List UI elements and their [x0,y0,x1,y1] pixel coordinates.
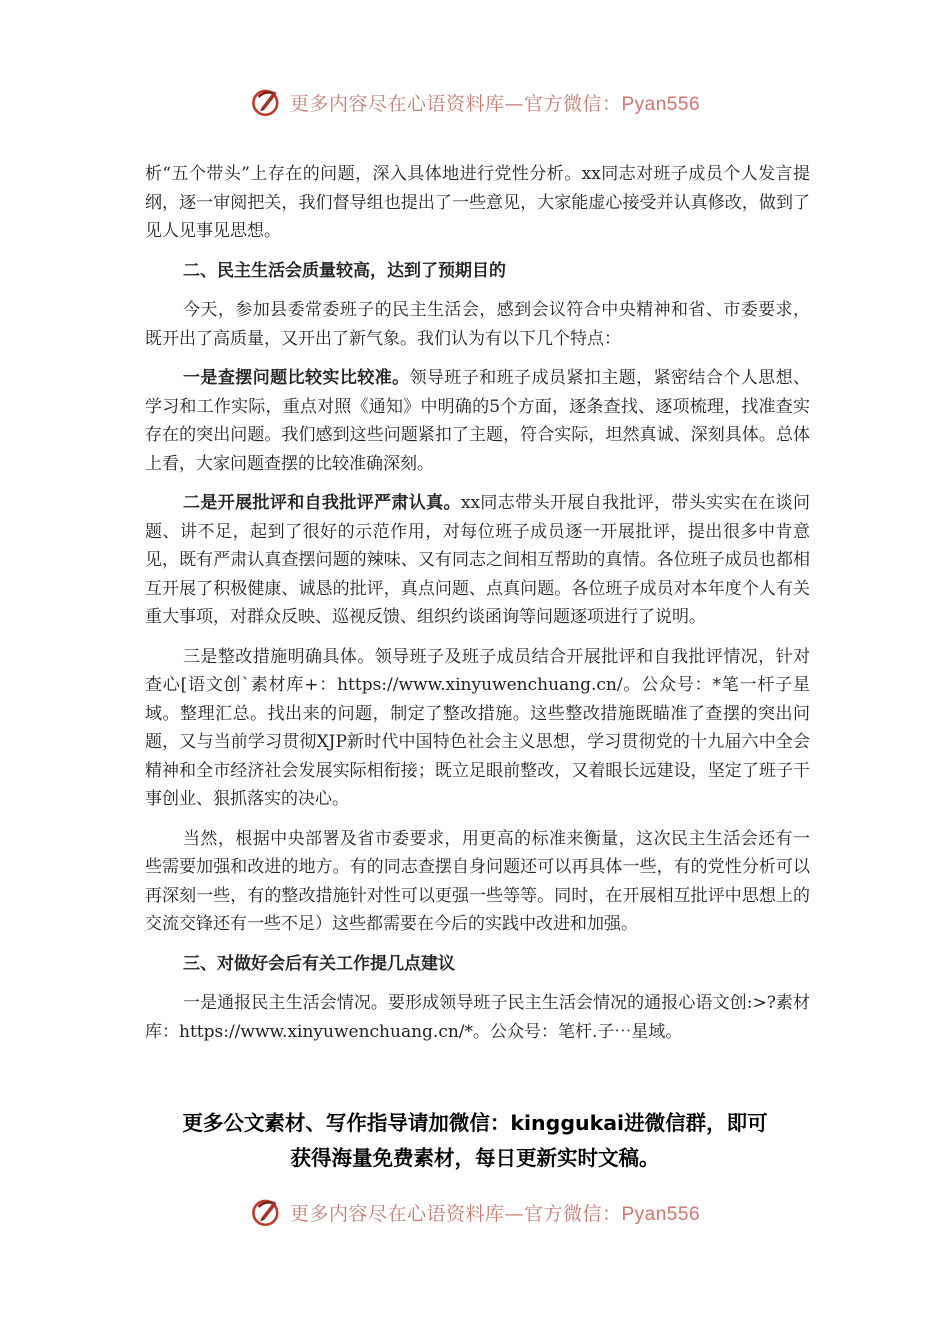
paragraph-1: 析“五个带头”上存在的问题，深入具体地进行党性分析。xx同志对班子成员个人发言提纲，逐一审阅把关，我们督导组也提出了一些意见，大家能虚心接受并认真修改，做到了见人见事见思想。 [145,164,810,241]
paragraph-5: 二是开展批评和自我批评严肃认真。xx同志带头开展自我批评，带头实实在在谈问题、讲不足，起到了很好的示范作用，对每位班子成员逐一开展批评，提出很多中肯意见，既有严肃认真查摆问题的辣味、又有同志之间相互帮助的真情。各位班子成员也都相互开展了积极健康、诚恳的批评，真点问题、点真问题。各位班子成员对本年度个人有关重大事项，对群众反映、巡视反馈、组织约谈函询等问题逐项进行了说明。 [145,493,810,627]
paragraph-9: 一是通报民主生活会情况。要形成领导班子民主生活会情况的通报心语文创:>?素材库：https://www.xinyuwenchuang.cn/*。公众号：笔杆.子⋯星域。 [145,993,810,1042]
header-banner-wechat: Pyan556 [621,93,701,115]
promo-block [0,1106,950,1176]
promo-line-1: 更多公文素材、写作指导请加微信：kinggukai进微信群，即可 [182,1111,768,1135]
pen-heart-logo-icon [250,1195,284,1229]
paragraph-5-lead: 二是开展批评和自我批评严肃认真。 [183,493,461,513]
header-banner-text: 更多内容尽在心语资料库—官方微信：Pyan556 [289,92,701,115]
paragraph-3: 今天，参加县委常委班子的民主生活会，感到会议符合中央精神和省、市委要求，既开出了高质量，又开出了新气象。我们认为有以下几个特点： [145,300,810,349]
paragraph-4-lead: 一是查摆问题比较实比较准。 [183,368,410,388]
paragraph-6: 三是整改措施明确具体。领导班子及班子成员结合开展批评和自我批评情况，针对查心[语文创`素材库+：https://www.xinyuwenchuang.cn/。公众号：*笔一杆子星域。整理汇总。找出来的问题，制定了整改措施。这些整改措施既瞄准了查摆的突出问题，又与当前学习贯彻XJP新时代中国特色社会主义思想，学习贯彻党的十九届六中全会精神和全市经济社会发展实际相衔接；既立足眼前整改，又着眼长远建设，坚定了班子干事创业、狠抓落实的决心。 [145,646,810,809]
document-body [145,160,810,1057]
footer-banner-wechat: Pyan556 [621,1203,701,1225]
paragraph-7: 当然，根据中央部署及省市委要求，用更高的标准来衡量，这次民主生活会还有一些需要加强和改进的地方。有的同志查摆自身问题还可以再具体一些，有的党性分析可以再深刻一些，有的整改措施针对性可以更强一些等等。同时，在开展相互批评中思想上的交流交锋还有一些不足）这些都需要在今后的实践中改进和加强。 [145,828,810,934]
promo-line-2: 获得海量免费素材，每日更新实时文稿。 [290,1146,660,1170]
section-heading-2: 二、民主生活会质量较高，达到了预期目的 [183,260,506,281]
paragraph-4: 一是查摆问题比较实比较准。领导班子和班子成员紧扣主题，紧密结合个人思想、学习和工作实际，重点对照《通知》中明确的5个方面，逐条查找、逐项梳理，找准查实存在的突出问题。我们感到这些问题紧扣了主题，符合实际，坦然真诚、深刻具体。总体上看，大家问题查摆的比较准确深刻。 [145,368,811,474]
section-heading-3: 三、对做好会后有关工作提几点建议 [183,953,455,974]
footer-banner-text: 更多内容尽在心语资料库—官方微信：Pyan556 [289,1202,701,1225]
footer-banner [0,1192,950,1232]
pen-heart-logo-icon [250,85,284,119]
header-banner [0,82,950,122]
